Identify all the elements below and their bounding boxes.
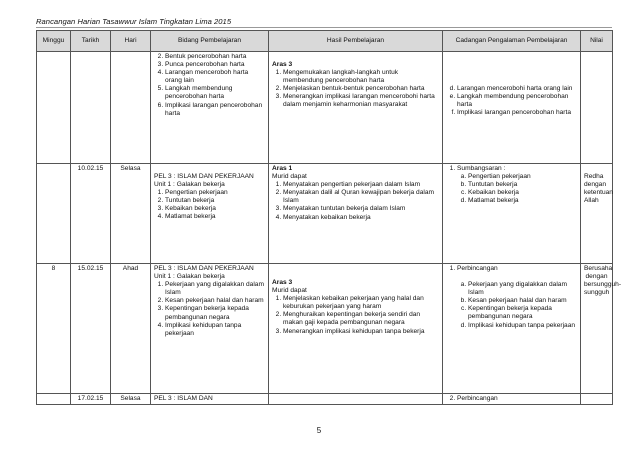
cell-nilai — [581, 164, 613, 264]
activity-title: Sumbangsaran : — [457, 165, 506, 172]
list-item: b. Kesan pekerjaan halal dan haram — [468, 297, 577, 305]
list-item: f. Implikasi larangan pencerobohan harta — [457, 109, 577, 117]
list-item: 2. Tuntutan bekerja — [165, 197, 265, 205]
col-header-nilai: Nilai — [581, 31, 613, 52]
list-item: 3. Menerangkan implikasi larangan mencerobohi harta dalam menjamin keharmonian masyarakat — [283, 93, 439, 109]
cell-bidang: PEL 3 : ISLAM DAN — [151, 394, 269, 405]
list-item: d. Implikasi kehidupan tanpa pekerjaan — [468, 322, 577, 330]
list-item: 4. Implikasi kehidupan tanpa pekerjaan — [165, 322, 265, 338]
list-item: 1. Mengemukakan langkah-langkah untuk membendung pencerobohan harta — [283, 69, 439, 85]
cell-bidang — [151, 264, 269, 394]
topic-title: PEL 3 : ISLAM DAN PEKERJAAN — [154, 265, 254, 272]
lesson-plan-table — [36, 30, 622, 405]
col-header-cadangan: Cadangan Pengalaman Pembelajaran — [443, 31, 581, 52]
cell-hari: Selasa — [111, 164, 151, 264]
list-item: c. Kebaikan bekerja — [468, 189, 577, 197]
list-item: 2. Perbincangan — [457, 395, 577, 403]
cell-cadangan — [443, 394, 581, 405]
cell-nilai — [581, 394, 613, 405]
cell-cadangan — [443, 52, 581, 164]
list-item — [457, 265, 577, 330]
table-row — [37, 394, 613, 405]
cell-minggu — [37, 394, 71, 405]
level-sub: Murid dapat — [272, 287, 307, 295]
level-label: Aras 1 — [272, 165, 293, 172]
list-item: 6. Implikasi larangan pencerobohan harta — [165, 102, 265, 118]
col-header-bidang: Bidang Pembelajaran — [151, 31, 269, 52]
cell-cadangan — [443, 164, 581, 264]
level-label: Aras 3 — [272, 279, 293, 286]
list-item — [457, 165, 577, 205]
header-divider — [36, 27, 612, 28]
list-item: 3. Kebaikan bekerja — [165, 205, 265, 213]
cell-hari: Selasa — [111, 394, 151, 405]
cell-nilai: Berusaha dengan bersungguh-sungguh — [581, 264, 613, 394]
list-item: e. Langkah membendung pencerobohan harta — [457, 93, 577, 109]
cell-hasil — [269, 164, 443, 264]
cell-bidang — [151, 164, 269, 264]
topic-title: PEL 3 : ISLAM DAN PEKERJAAN — [154, 173, 254, 180]
col-header-tarikh: Tarikh — [71, 31, 111, 52]
list-item: 1. Menyatakan pengertian pekerjaan dalam Islam — [283, 181, 439, 189]
table-row — [37, 264, 613, 394]
cell-tarikh: 17.02.15 — [71, 394, 111, 405]
list-item: c. Kepentingan bekerja kepada pembangunan negara — [468, 305, 577, 321]
table-header-row — [37, 31, 613, 52]
list-item: 3. Menyatakan tuntutan bekerja dalam Islam — [283, 205, 439, 213]
list-item: 4. Matlamat bekerja — [165, 213, 265, 221]
cell-hari — [111, 52, 151, 164]
col-header-minggu: Minggu — [37, 31, 71, 52]
cell-minggu — [37, 52, 71, 164]
page-number: 5 — [316, 426, 322, 435]
list-item: 2. Kesan pekerjaan halal dan haram — [165, 297, 265, 305]
table-row — [37, 52, 613, 164]
nilai-text: Redha dengan ketentuan Allah — [584, 173, 613, 205]
cell-hari: Ahad — [111, 264, 151, 394]
list-item: 3. Punca pencerobohan harta — [165, 61, 265, 69]
col-header-hasil: Hasil Pembelajaran — [269, 31, 443, 52]
level-label: Aras 3 — [272, 61, 293, 68]
unit-title: Unit 1 : Galakan bekerja — [154, 181, 225, 189]
list-item: 3. Menerangkan implikasi kehidupan tanpa bekerja — [283, 328, 439, 336]
list-item: 4. Larangan menceroboh harta orang lain — [165, 69, 265, 85]
level-sub: Murid dapat — [272, 173, 307, 181]
cell-minggu: 8 — [37, 264, 71, 394]
document-header: Rancangan Harian Tasawwur Islam Tingkatan Lima 2015 — [36, 17, 232, 26]
list-item: a. Pengertian pekerjaan — [468, 173, 577, 181]
list-item: 1. Menjelaskan kebaikan pekerjaan yang halal dan keburukan pekerjaan yang haram — [283, 295, 439, 311]
list-item: 2. Menghuraikan kepentingan bekerja sendiri dan makan gaji kepada pembangunan negara — [283, 311, 439, 327]
cell-minggu — [37, 164, 71, 264]
list-item: 2. Menyatakan dalil al Quran kewajipan bekerja dalam Islam — [283, 189, 439, 205]
list-item: 3. Kepentingan bekerja kepada pembangunan negara — [165, 305, 265, 321]
list-item: b. Tuntutan bekerja — [468, 181, 577, 189]
table-row — [37, 164, 613, 264]
list-item: 1. Pengertian pekerjaan — [165, 189, 265, 197]
cell-tarikh: 10.02.15 — [71, 164, 111, 264]
list-item: 2. Menjelaskan bentuk-bentuk pencerobohan harta — [283, 85, 439, 93]
cell-bidang — [151, 52, 269, 164]
unit-title: Unit 1 : Galakan bekerja — [154, 273, 225, 281]
cell-tarikh — [71, 52, 111, 164]
list-item: 5. Langkah membendung pencerobohan harta — [165, 85, 265, 101]
cell-hasil — [269, 264, 443, 394]
list-item: d. Larangan mencerobohi harta orang lain — [457, 85, 577, 93]
cell-hasil — [269, 52, 443, 164]
cell-cadangan — [443, 264, 581, 394]
activity-title: Perbincangan — [457, 265, 498, 272]
cell-tarikh: 15.02.15 — [71, 264, 111, 394]
list-item: 1. Pekerjaan yang digalakkan dalam Islam — [165, 281, 265, 297]
list-item: d. Matlamat bekerja — [468, 197, 577, 205]
cell-hasil — [269, 394, 443, 405]
list-item: 2. Bentuk pencerobohan harta — [165, 53, 265, 61]
list-item: a. Pekerjaan yang digalakkan dalam Islam — [468, 281, 577, 297]
list-item: 4. Menyatakan kebaikan bekerja — [283, 214, 439, 222]
col-header-hari: Hari — [111, 31, 151, 52]
cell-nilai — [581, 52, 613, 164]
